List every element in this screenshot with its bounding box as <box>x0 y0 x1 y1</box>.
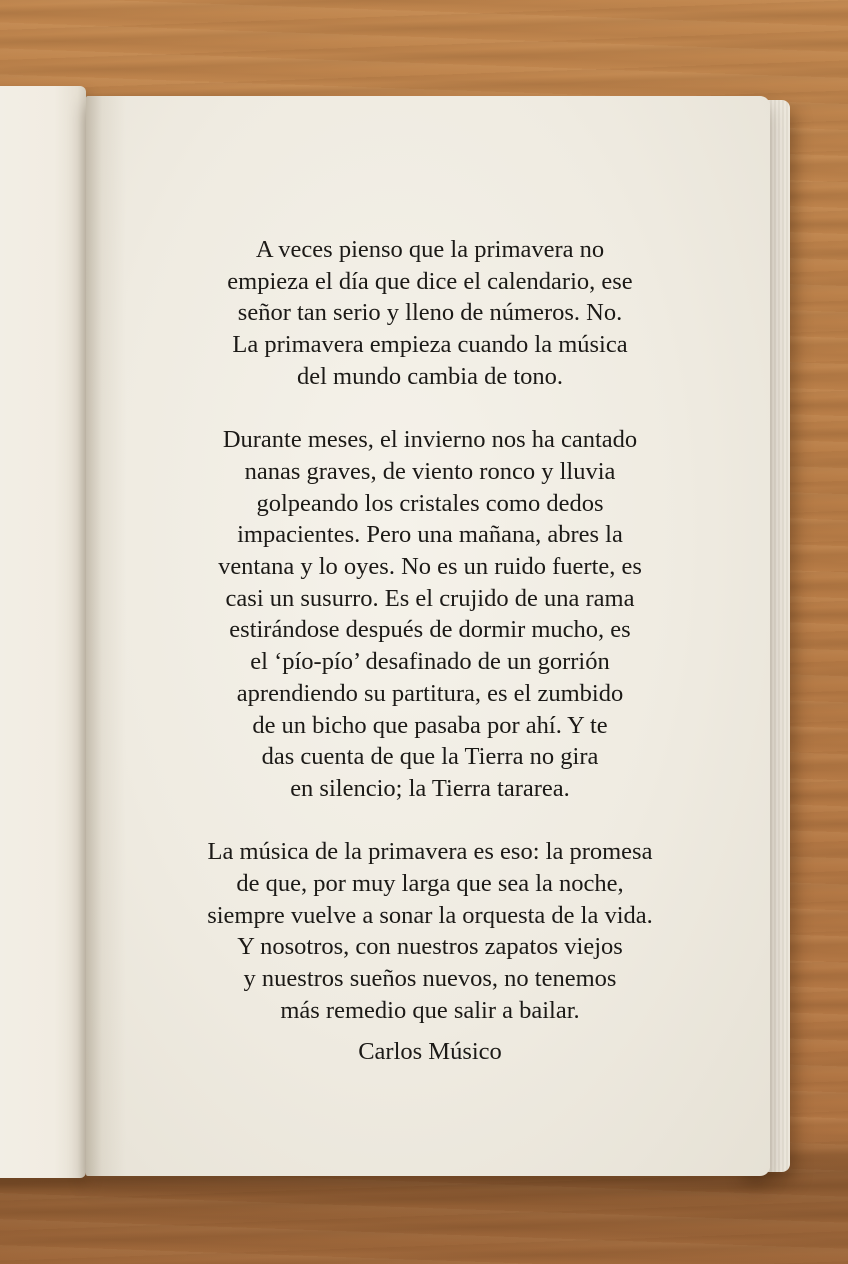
text-line: empieza el día que dice el calendario, ese <box>227 267 633 295</box>
left-page <box>0 86 86 1178</box>
text-line: estirándose después de dormir mucho, es <box>229 616 631 644</box>
text-line: el ‘pío-pío’ desafinado de un gorrión <box>250 648 610 676</box>
paragraph-2 <box>150 424 710 804</box>
text-line: señor tan serio y lleno de números. No. <box>237 299 623 327</box>
paragraph-1 <box>150 234 710 393</box>
author-signature: Carlos Músico <box>358 1038 502 1065</box>
text-line: La primavera empieza cuando la música <box>232 331 628 359</box>
text-line: casi un susurro. Es el crujido de una rama <box>225 584 635 612</box>
text-line: de que, por muy larga que sea la noche, <box>236 870 624 898</box>
text-line: A veces pienso que la primavera no <box>255 236 605 263</box>
text-line: nanas graves, de viento ronco y lluvia <box>244 457 616 485</box>
text-line: golpeando los cristales como dedos <box>256 489 604 517</box>
text-line: das cuenta de que la Tierra no gira <box>261 743 599 771</box>
text-line: del mundo cambia de tono. <box>296 362 564 390</box>
text-line: impacientes. Pero una mañana, abres la <box>237 521 623 549</box>
text-line: y nuestros sueños nuevos, no tenemos <box>243 965 617 993</box>
text-line: Y nosotros, con nuestros zapatos viejos <box>237 933 623 961</box>
paragraph-gap <box>150 805 710 837</box>
text-line: aprendiendo su partitura, es el zumbido <box>236 679 624 707</box>
text-line: La música de la primavera es eso: la promesa <box>207 838 653 866</box>
text-line: en silencio; la Tierra tararea. <box>290 774 570 802</box>
text-line: ventana y lo oyes. No es un ruido fuerte, es <box>218 553 642 581</box>
paragraph-3 <box>150 836 710 1026</box>
text-line: de un bicho que pasaba por ahí. Y te <box>252 711 608 739</box>
text-line: siempre vuelve a sonar la orquesta de la vida. <box>207 901 653 929</box>
page-text <box>150 234 710 1027</box>
text-line: Durante meses, el invierno nos ha cantado <box>222 426 638 454</box>
text-line: más remedio que salir a bailar. <box>280 996 580 1024</box>
paragraph-gap <box>150 393 710 425</box>
